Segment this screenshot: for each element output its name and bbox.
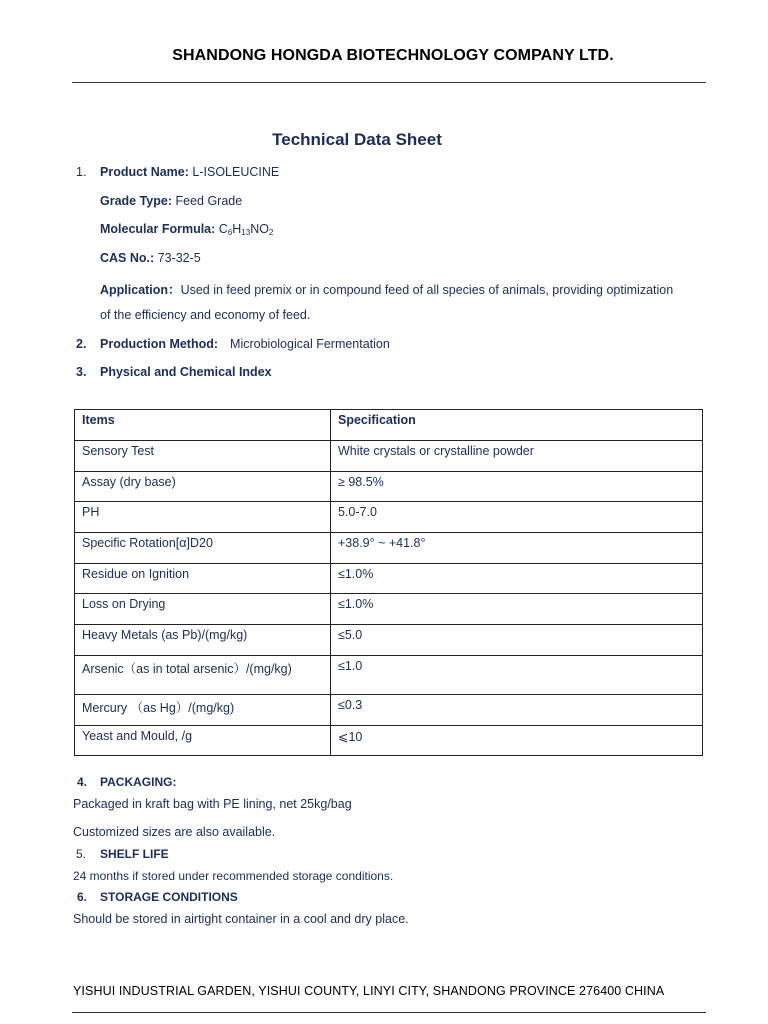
specification-cell: ≤1.0 [331,656,703,695]
item-cell: Heavy Metals (as Pb)/(mg/kg) [75,625,331,656]
table-row [75,441,703,472]
company-name: SHANDONG HONGDA BIOTECHNOLOGY COMPANY LTD. [172,47,614,64]
specification-cell: ≤0.3 [331,695,703,726]
production-method-line [100,337,390,351]
table-row [75,726,703,756]
table-row [75,502,703,533]
storage-conditions-heading: STORAGE CONDITIONS [100,890,238,904]
grade-type-label: Grade Type: [100,194,173,208]
cas-number-line [100,251,201,265]
item-cell: Arsenic（as in total arsenic）/(mg/kg) [75,656,331,695]
storage-conditions-text: Should be stored in airtight container in a cool and dry place. [73,912,409,926]
section-2-number: 2. [76,337,87,351]
specification-cell: ≤1.0% [331,594,703,625]
table-row [75,533,703,564]
document-title: Technical Data Sheet [272,130,442,149]
specification-table [74,409,703,756]
item-cell: Sensory Test [75,441,331,472]
item-cell: Specific Rotation[α]D20 [75,533,331,564]
footer-address: YISHUI INDUSTRIAL GARDEN, YISHUI COUNTY, LINYI CITY, SHANDONG PROVINCE 276400 CHINA [73,984,665,998]
column-header-specification: Specification [331,410,703,441]
specification-cell: White crystals or crystalline powder [331,441,703,472]
specification-cell: ⩽10 [331,726,703,756]
table-row [75,564,703,594]
molecular-formula-value: $C_6H_{13}NO_2$ [218,222,274,237]
molecular-formula-label: Molecular Formula: [100,222,216,236]
molecular-formula-line [100,222,273,237]
shelf-life-text: 24 months if stored under recommended storage conditions. [73,869,394,883]
table-row [75,695,703,726]
product-name-value: L-ISOLEUCINE [192,165,280,179]
header-divider [72,82,706,83]
item-cell: PH [75,502,331,533]
table-row [75,594,703,625]
application-text-continued: of the efficiency and economy of feed. [100,308,311,322]
packaging-customized-text: Customized sizes are also available. [73,825,276,839]
section-6-number: 6. [77,890,88,904]
application-line [100,280,673,298]
item-cell: Yeast and Mould, /g [75,726,331,756]
section-5-number: 5. [76,847,87,861]
section-4-number: 4. [77,775,88,789]
item-cell: Residue on Ignition [75,564,331,594]
production-method-value: Microbiological Fermentation [230,337,390,351]
table-row [75,656,703,695]
specification-cell: ≤1.0% [331,564,703,594]
table-header-row [75,410,703,441]
product-name-label: Product Name: [100,165,189,179]
table-row [75,472,703,502]
production-method-label: Production Method: [100,337,219,351]
item-cell: Assay (dry base) [75,472,331,502]
physical-chemical-index-heading: Physical and Chemical Index [100,365,272,379]
shelf-life-heading: SHELF LIFE [100,847,169,861]
specification-cell: ≤5.0 [331,625,703,656]
section-3-number: 3. [76,365,87,379]
application-text: Used in feed premix or in compound feed of all species of animals, providing optimization [180,283,674,297]
grade-type-value: Feed Grade [175,194,243,208]
item-cell: Mercury （as Hg）/(mg/kg) [75,695,331,726]
packaging-heading: PACKAGING: [100,775,177,789]
cas-number-value: 73-32-5 [157,251,201,265]
cas-number-label: CAS No.: [100,251,155,265]
item-cell: Loss on Drying [75,594,331,625]
application-label: Application： [100,283,181,297]
footer-divider [72,1012,706,1013]
column-header-items: Items [75,410,331,441]
grade-type-line [100,194,242,208]
product-name-line [100,165,279,179]
section-1-number: 1. [76,165,87,179]
table-row [75,625,703,656]
packaging-text: Packaged in kraft bag with PE lining, net 25kg/bag [73,797,352,811]
specification-cell: 5.0-7.0 [331,502,703,533]
specification-cell: ≥ 98.5% [331,472,703,502]
specification-cell: +38.9° ~ +41.8° [331,533,703,564]
